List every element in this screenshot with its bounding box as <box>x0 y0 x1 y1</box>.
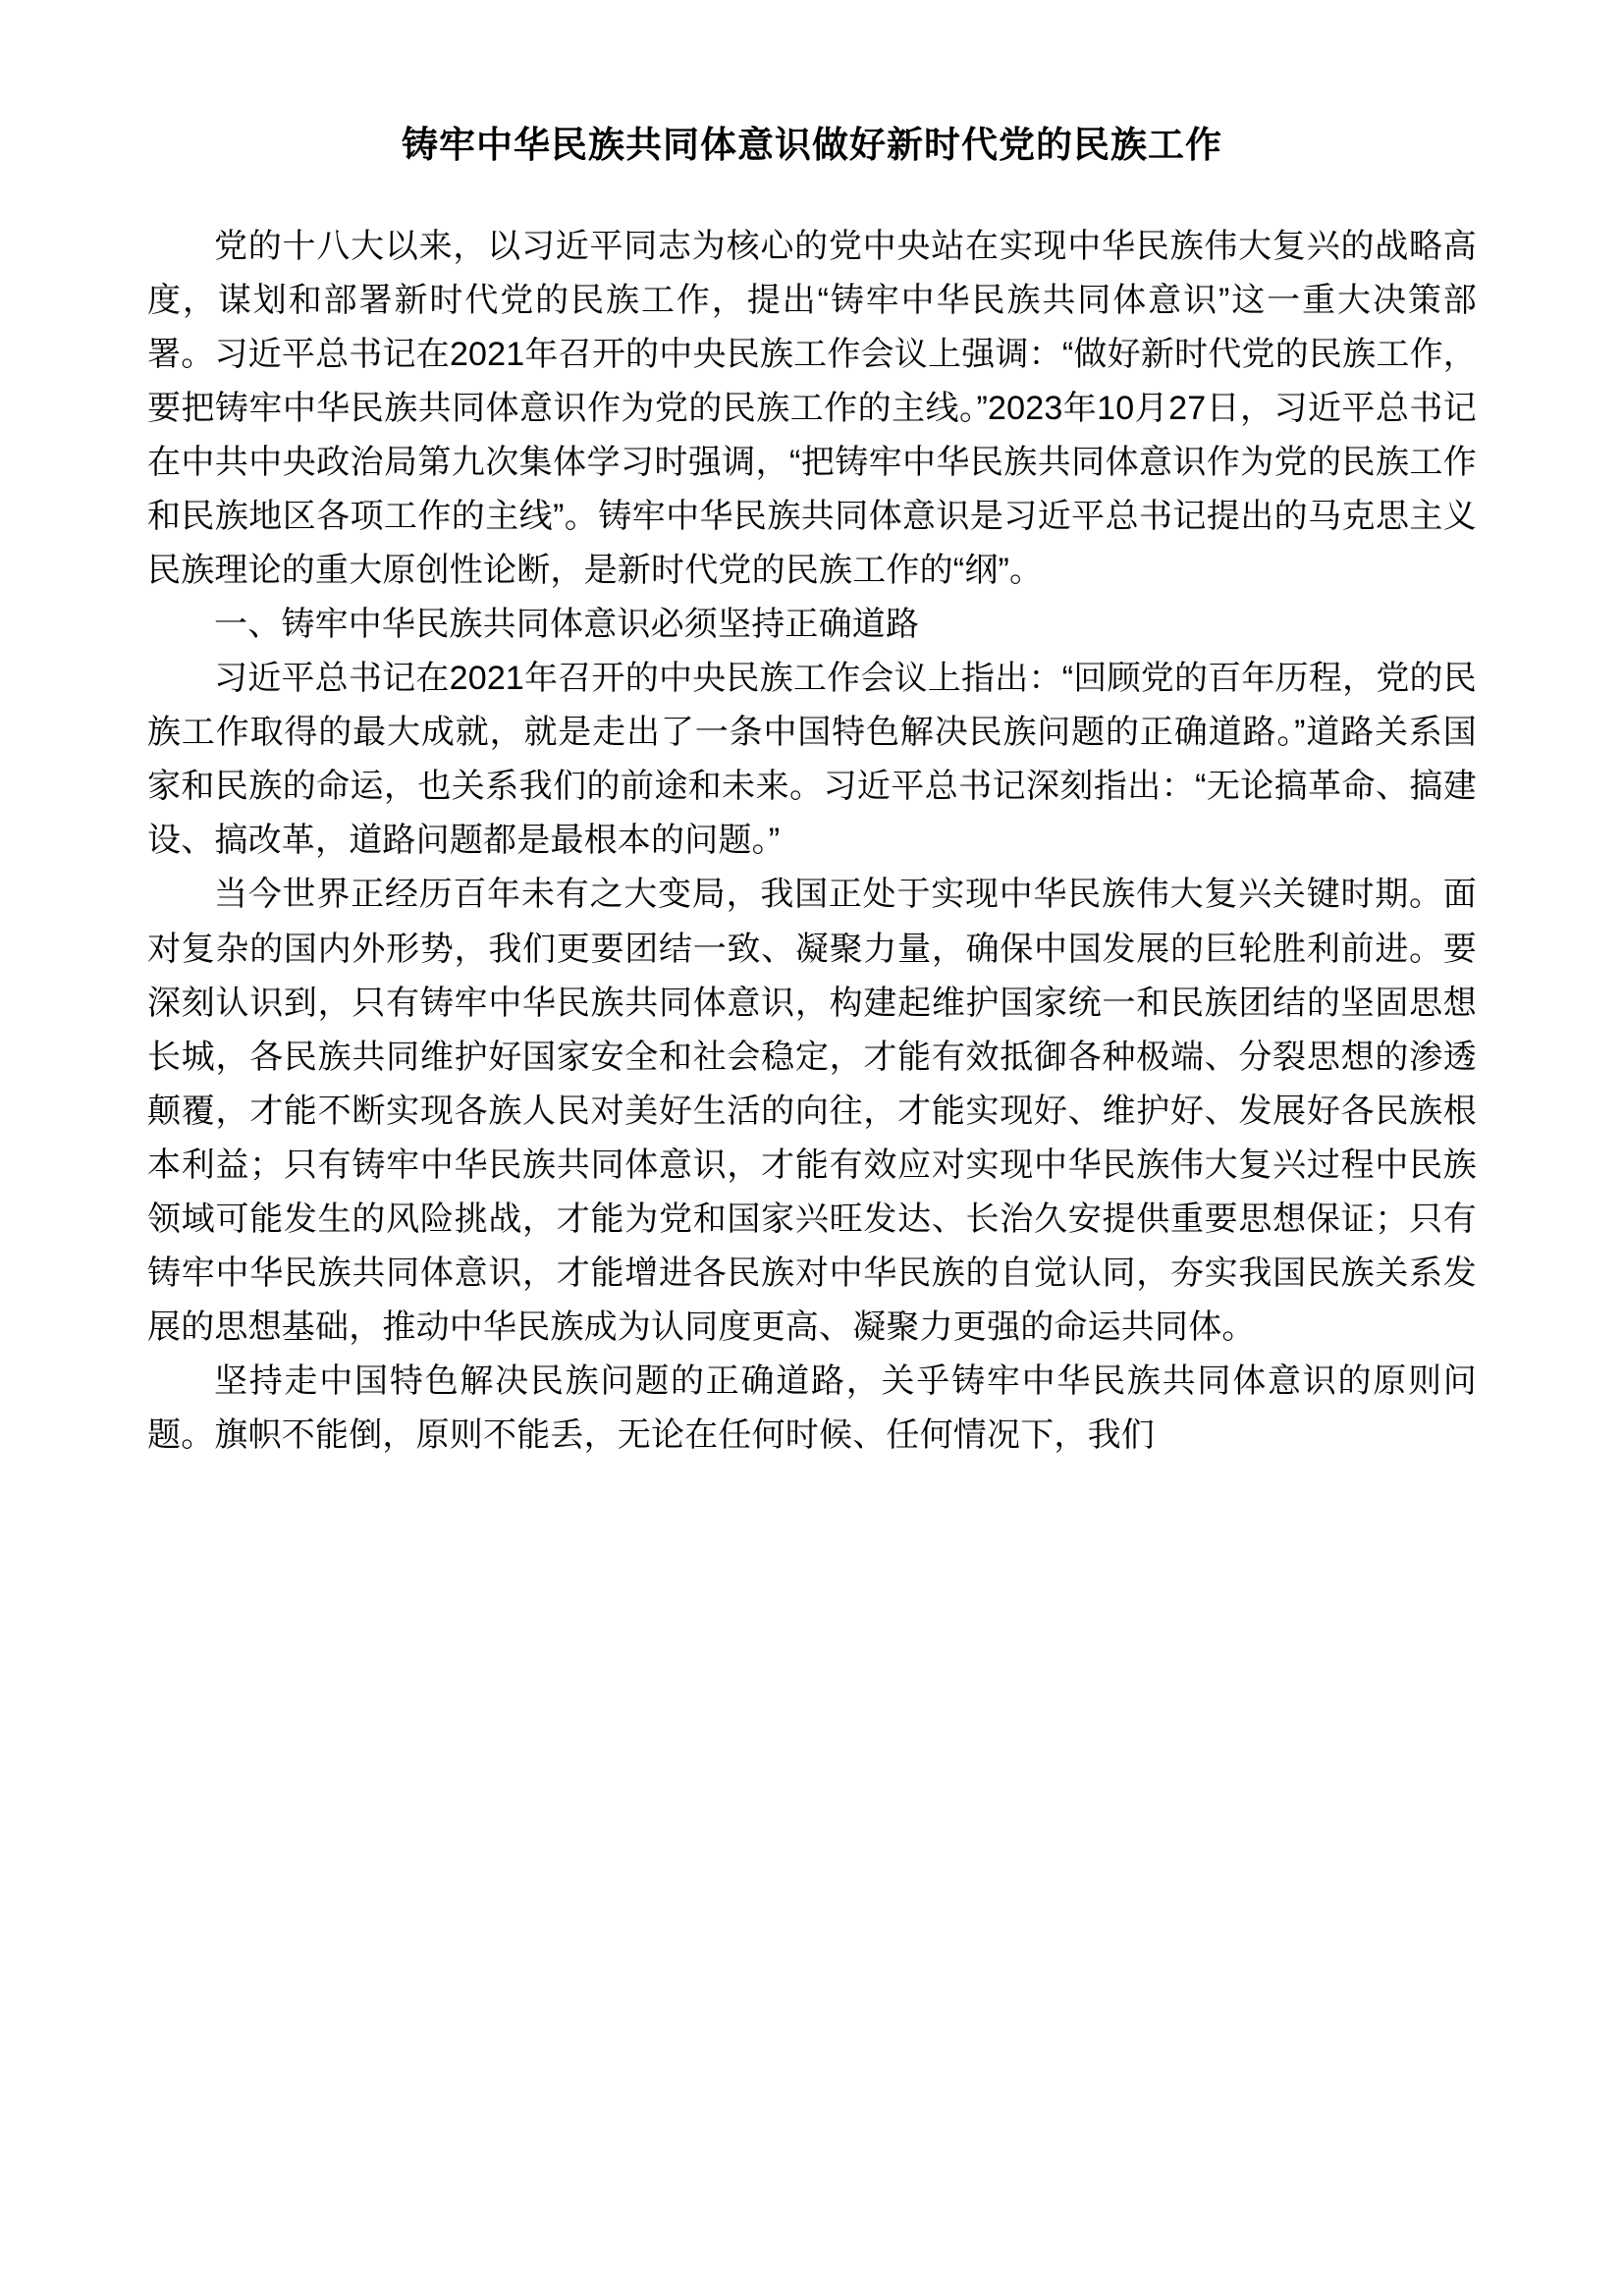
paragraph-section1-3: 坚持走中国特色解决民族问题的正确道路，关乎铸牢中华民族共同体意识的原则问题。旗帜不能倒，原则不能丢，无论在任何时候、任何情况下，我们 <box>147 1362 1477 1455</box>
page-title: 铸牢中华民族共同体意识做好新时代党的民族工作 <box>402 125 1222 165</box>
paragraph-intro: 党的十八大以来，以习近平同志为核心的党中央站在实现中华民族伟大复兴的战略高度，谋划和部署新时代党的民族工作，提出“铸牢中华民族共同体意识”这一重大决策部署。习近平总书记在2021年召开的中央民族工作会议上强调：“做好新时代党的民族工作，要把铸牢中华民族共同体意识作为党的民族工作的主线。”2023年10月27日，习近平总书记在中共中央政治局第九次集体学习时强调，“把铸牢中华民族共同体意识作为党的民族工作和民族地区各项工作的主线”。铸牢中华民族共同体意识是习近平总书记提出的马克思主义民族理论的重大原创性论断，是新时代党的民族工作的“纲”。 <box>147 227 1477 589</box>
document-body <box>147 220 1477 1464</box>
paragraph-section1-1: 习近平总书记在2021年召开的中央民族工作会议上指出：“回顾党的百年历程，党的民族工作取得的最大成就，就是走出了一条中国特色解决民族问题的正确道路。”道路关系国家和民族的命运，也关系我们的前途和未来。习近平总书记深刻指出：“无论搞革命、搞建设、搞改革，道路问题都是最根本的问题。” <box>147 660 1477 860</box>
section-heading-1: 一、铸牢中华民族共同体意识必须坚持正确道路 <box>214 606 920 644</box>
paragraph-section1-2: 当今世界正经历百年未有之大变局，我国正处于实现中华民族伟大复兴关键时期。面对复杂的国内外形势，我们更要团结一致、凝聚力量，确保中国发展的巨轮胜利前进。要深刻认识到，只有铸牢中华民族共同体意识，构建起维护国家统一和民族团结的坚固思想长城，各民族共同维护好国家安全和社会稳定，才能有效抵御各种极端、分裂思想的渗透颠覆，才能不断实现各族人民对美好生活的向往，才能实现好、维护好、发展好各民族根本利益；只有铸牢中华民族共同体意识，才能有效应对实现中华民族伟大复兴过程中民族领域可能发生的风险挑战，才能为党和国家兴旺发达、长治久安提供重要思想保证；只有铸牢中华民族共同体意识，才能增进各民族对中华民族的自觉认同，夯实我国民族关系发展的思想基础，推动中华民族成为认同度更高、凝聚力更强的命运共同体。 <box>147 876 1477 1347</box>
